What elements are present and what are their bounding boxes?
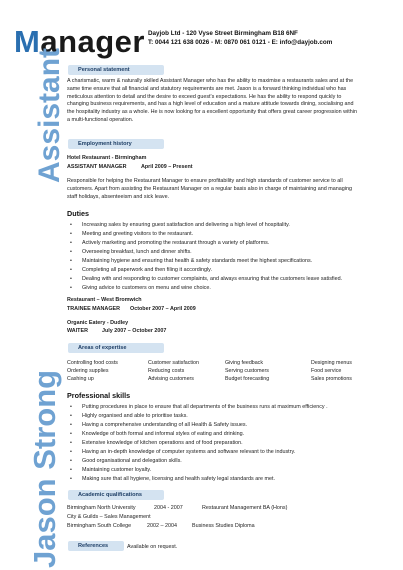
expertise-item: Controlling food costs bbox=[67, 360, 118, 366]
expertise-item: Designing menus bbox=[311, 360, 352, 366]
duties-list bbox=[67, 221, 367, 293]
job3-company: Organic Eatery - Dudley bbox=[67, 320, 129, 326]
expertise-item: Ordering supplies bbox=[67, 368, 109, 374]
duties-heading: Duties bbox=[67, 209, 89, 218]
list-item: • Meeting and greeting visitors to the restaurant. bbox=[67, 230, 367, 239]
job3-role: WAITER bbox=[67, 328, 88, 334]
qualification-place: City & Guilds – Sales Management bbox=[67, 514, 151, 520]
expertise-item: Sales promotions bbox=[311, 376, 352, 382]
list-item: • Putting procedures in place to ensure that all departments of the business runs at maximum efficiency . bbox=[67, 403, 367, 412]
list-item: • Giving advice to customers on menu and wine choice. bbox=[67, 284, 367, 293]
skills-heading: Professional skills bbox=[67, 391, 131, 400]
job1-summary: Responsible for helping the Restaurant Manager to ensure profitability and high standards of customer service to all customers. Apart from assisting the Restaurant Manager on a regular basis also in charge of maintaining and managing staff holidays, absenteeism and sick leave. bbox=[67, 178, 352, 200]
expertise-item: Serving customers bbox=[225, 368, 269, 374]
expertise-item: Customer satisfaction bbox=[148, 360, 199, 366]
list-item: • Maintaining hygiene and ensuring that health & safety standards meet the highest specifications. bbox=[67, 257, 367, 266]
list-item: • Completing all paperwork and then filing it accordingly. bbox=[67, 266, 367, 275]
personal-statement-text: A charismatic, warm & naturally skilled Assistant Manager who has the ability to maximise a restaurants sales and at the same time ensure that all financial and statutory requirements are met. Jason is a forward thinking individual who has meticulous attention to detail and the desire to exceed guest's expectations. He has the ability to respond quickly to changing business requirements, and has a high level of education and a mature attitude towards dining, socialising and the hospitality industry as a whole. He is now looking for a excellent opportunity that offers great career progression within a multi-functional operation. bbox=[67, 78, 357, 124]
references-text: Available on request. bbox=[127, 544, 178, 550]
job1-dates: April 2009 – Present bbox=[141, 164, 193, 170]
list-item: • Knowledge of both formal and informal styles of eating and drinking. bbox=[67, 430, 367, 439]
title-rest: anager bbox=[40, 24, 145, 59]
expertise-item: Giving feedback bbox=[225, 360, 263, 366]
job2-role: TRAINEE MANAGER bbox=[67, 306, 121, 312]
skills-list bbox=[67, 403, 367, 484]
qualification-years: 2002 – 2004 bbox=[147, 523, 177, 529]
expertise-item: Cashing up bbox=[67, 376, 94, 382]
list-item: • Increasing sales by ensuring guest satisfaction and delivering a high level of hospitality. bbox=[67, 221, 367, 230]
section-heading-references: References bbox=[68, 541, 124, 551]
expertise-item: Food service bbox=[311, 368, 342, 374]
list-item: • Making sure that all hygiene, licensing and health safety legal standards are met. bbox=[67, 475, 367, 484]
vertical-name: Jason Strong bbox=[27, 369, 62, 568]
list-item: • Good organisational and delegation skills. bbox=[67, 457, 367, 466]
expertise-item: Advising customers bbox=[148, 376, 194, 382]
list-item: • Extensive knowledge of kitchen operations and of food preparation. bbox=[67, 439, 367, 448]
list-item: • Having a comprehensive understanding of all Health & Safety issues. bbox=[67, 421, 367, 430]
qualification-detail: Restaurant Management BA (Hons) bbox=[202, 505, 288, 511]
qualification-detail: Business Studies Diploma bbox=[192, 523, 255, 529]
list-item: • Actively marketing and promoting the restaurant through a variety of platforms. bbox=[67, 239, 367, 248]
qualification-years: 2004 - 2007 bbox=[154, 505, 183, 511]
vertical-title-assistant: Assistant bbox=[33, 47, 66, 183]
list-item: • Highly organised and able to prioritise tasks. bbox=[67, 412, 367, 421]
list-item: • Maintaining customer loyalty. bbox=[67, 466, 367, 475]
list-item: • Overseeing breakfast, lunch and dinner shifts. bbox=[67, 248, 367, 257]
section-heading-employment: Employment history bbox=[68, 139, 164, 149]
contact-address: Dayjob Ltd - 120 Vyse Street Birmingham B18 6NF bbox=[148, 30, 298, 37]
section-heading-personal-statement: Personal statement bbox=[68, 65, 164, 75]
expertise-item: Budget forecasting bbox=[225, 376, 270, 382]
list-item: • Having an in-depth knowledge of computer systems and software relevant to the industry. bbox=[67, 448, 367, 457]
job2-dates: October 2007 – April 2009 bbox=[130, 306, 196, 312]
contact-header bbox=[148, 30, 332, 47]
contact-phone-email: T: 0044 121 638 0026 - M: 0870 061 0121 - E: info@dayjob.com bbox=[148, 38, 333, 46]
job1-company: Hotel Restaurant - Birmingham bbox=[67, 155, 147, 161]
job1-role: ASSISTANT MANAGER bbox=[67, 164, 127, 170]
section-heading-expertise: Areas of expertise bbox=[68, 343, 164, 353]
qualification-place: Birmingham North University bbox=[67, 505, 136, 511]
job2-company: Restaurant – West Bromwich bbox=[67, 297, 142, 303]
section-heading-qualifications: Academic qualifications bbox=[68, 490, 164, 500]
list-item: • Dealing with and responding to customer complaints, and always ensuring that the customers leave satisfied. bbox=[67, 275, 367, 284]
title-initial: M bbox=[14, 24, 41, 59]
job3-dates: July 2007 – October 2007 bbox=[102, 328, 167, 334]
qualification-place: Birmingham South College bbox=[67, 523, 132, 529]
expertise-item: Reducing costs bbox=[148, 368, 185, 374]
